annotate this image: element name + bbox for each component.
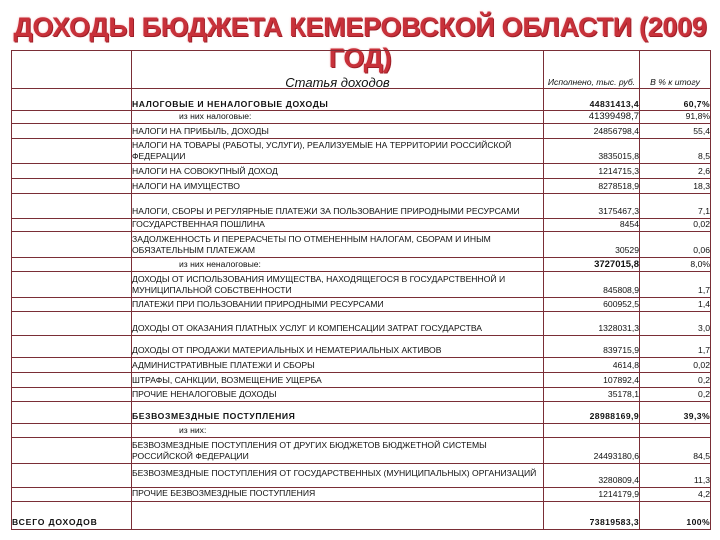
row-blank-cell xyxy=(12,423,132,437)
row-percent: 0,02 xyxy=(640,357,711,372)
row-label: ЗАДОЛЖЕННОСТЬ И ПЕРЕРАСЧЕТЫ ПО ОТМЕНЕННЫМ НАЛОГАМ, СБОРАМ И ИНЫМ ОБЯЗАТЕЛЬНЫМ ПЛАТЕЖАМ xyxy=(132,231,544,257)
row-label: ПРОЧИЕ БЕЗВОЗМЕЗДНЫЕ ПОСТУПЛЕНИЯ xyxy=(132,487,544,501)
table-row xyxy=(12,463,711,487)
table-header-row xyxy=(12,51,711,89)
table-row xyxy=(12,357,711,372)
table-row-sub xyxy=(12,257,711,271)
header-blank xyxy=(12,51,132,89)
row-percent: 18,3 xyxy=(640,178,711,193)
row-value: 4614,8 xyxy=(544,357,640,372)
row-value: 107892,4 xyxy=(544,372,640,387)
row-value: 28988169,9 xyxy=(544,401,640,423)
row-blank-cell xyxy=(12,357,132,372)
row-label: НАЛОГИ НА ИМУЩЕСТВО xyxy=(132,178,544,193)
table-row xyxy=(12,231,711,257)
row-value: 30529 xyxy=(544,231,640,257)
row-value: 24493180,6 xyxy=(544,437,640,463)
row-percent: 0,06 xyxy=(640,231,711,257)
header-percent: В % к итогу xyxy=(640,51,711,89)
table-row xyxy=(12,387,711,401)
row-blank-cell xyxy=(12,138,132,163)
row-label: НАЛОГИ, СБОРЫ И РЕГУЛЯРНЫЕ ПЛАТЕЖИ ЗА ПОЛЬЗОВАНИЕ ПРИРОДНЫМИ РЕСУРСАМИ xyxy=(132,193,544,218)
row-blank-cell xyxy=(12,401,132,423)
row-value: 839715,9 xyxy=(544,335,640,357)
table-row xyxy=(12,218,711,231)
row-value: 3175467,3 xyxy=(544,193,640,218)
row-value: 1214179,9 xyxy=(544,487,640,501)
row-percent: 7,1 xyxy=(640,193,711,218)
row-label: НАЛОГИ НА СОВОКУПНЫЙ ДОХОД xyxy=(132,163,544,178)
table-row xyxy=(12,297,711,311)
row-percent: 3,0 xyxy=(640,311,711,335)
row-percent: 0,2 xyxy=(640,372,711,387)
row-value: 8278518,9 xyxy=(544,178,640,193)
table-row-section xyxy=(12,401,711,423)
row-value: 3280809,4 xyxy=(544,463,640,487)
row-label: из них неналоговые: xyxy=(132,257,544,271)
row-value: 3835015,8 xyxy=(544,138,640,163)
row-blank-cell xyxy=(12,193,132,218)
header-executed: Исполнено, тыс. руб. xyxy=(544,51,640,89)
row-value: 44831413,4 xyxy=(544,89,640,111)
row-label: ШТРАФЫ, САНКЦИИ, ВОЗМЕЩЕНИЕ УЩЕРБА xyxy=(132,372,544,387)
row-blank-cell xyxy=(12,487,132,501)
row-value: 3727015,8 xyxy=(544,257,640,271)
total-value: 73819583,3 xyxy=(544,501,640,529)
row-label: НАЛОГИ НА ПРИБЫЛЬ, ДОХОДЫ xyxy=(132,123,544,138)
row-blank-cell xyxy=(12,463,132,487)
table-row xyxy=(12,138,711,163)
row-blank-cell xyxy=(132,501,544,529)
row-percent: 11,3 xyxy=(640,463,711,487)
table-row-sub xyxy=(12,111,711,124)
table-row xyxy=(12,193,711,218)
table-row xyxy=(12,487,711,501)
row-percent: 0,2 xyxy=(640,387,711,401)
row-percent xyxy=(640,423,711,437)
table-row xyxy=(12,178,711,193)
row-label: из них: xyxy=(132,423,544,437)
row-blank-cell xyxy=(12,231,132,257)
row-blank-cell xyxy=(12,311,132,335)
row-blank-cell xyxy=(12,372,132,387)
row-blank-cell xyxy=(12,218,132,231)
row-blank-cell xyxy=(12,437,132,463)
row-blank-cell xyxy=(12,163,132,178)
row-value: 8454 xyxy=(544,218,640,231)
row-value: 1214715,3 xyxy=(544,163,640,178)
table-row xyxy=(12,437,711,463)
row-blank-cell xyxy=(12,257,132,271)
row-blank-cell xyxy=(12,123,132,138)
table-row xyxy=(12,271,711,297)
total-percent: 100% xyxy=(640,501,711,529)
row-blank-cell xyxy=(12,335,132,357)
row-label: ДОХОДЫ ОТ ПРОДАЖИ МАТЕРИАЛЬНЫХ И НЕМАТЕРИАЛЬНЫХ АКТИВОВ xyxy=(132,335,544,357)
row-label: БЕЗВОЗМЕЗДНЫЕ ПОСТУПЛЕНИЯ ОТ ГОСУДАРСТВЕННЫХ (МУНИЦИПАЛЬНЫХ) ОРГАНИЗАЦИЙ xyxy=(132,463,544,487)
row-percent: 84,5 xyxy=(640,437,711,463)
row-value xyxy=(544,423,640,437)
row-blank-cell xyxy=(12,387,132,401)
header-article: Статья доходов xyxy=(132,51,544,89)
table-row-section xyxy=(12,89,711,111)
table-row xyxy=(12,372,711,387)
row-value: 24856798,4 xyxy=(544,123,640,138)
page-title: ДОХОДЫ БЮДЖЕТА КЕМЕРОВСКОЙ ОБЛАСТИ (2009 ГОД) xyxy=(13,12,707,73)
table-row-sub xyxy=(12,423,711,437)
row-label: ДОХОДЫ ОТ ОКАЗАНИЯ ПЛАТНЫХ УСЛУГ И КОМПЕНСАЦИИ ЗАТРАТ ГОСУДАРСТВА xyxy=(132,311,544,335)
row-value: 1328031,3 xyxy=(544,311,640,335)
row-percent: 39,3% xyxy=(640,401,711,423)
row-percent: 55,4 xyxy=(640,123,711,138)
row-value: 35178,1 xyxy=(544,387,640,401)
row-label: ДОХОДЫ ОТ ИСПОЛЬЗОВАНИЯ ИМУЩЕСТВА, НАХОДЯЩЕГОСЯ В ГОСУДАРСТВЕННОЙ И МУНИЦИПАЛЬНОЙ СОБСТВЕННОСТИ xyxy=(132,271,544,297)
row-percent: 1,4 xyxy=(640,297,711,311)
row-label: НАЛОГОВЫЕ И НЕНАЛОГОВЫЕ ДОХОДЫ xyxy=(132,89,544,111)
row-value: 600952,5 xyxy=(544,297,640,311)
row-blank-cell xyxy=(12,89,132,111)
row-value: 41399498,7 xyxy=(544,111,640,124)
row-percent: 1,7 xyxy=(640,335,711,357)
row-percent: 8,5 xyxy=(640,138,711,163)
row-label: АДМИНИСТРАТИВНЫЕ ПЛАТЕЖИ И СБОРЫ xyxy=(132,357,544,372)
row-percent: 0,02 xyxy=(640,218,711,231)
row-blank-cell xyxy=(12,297,132,311)
row-blank-cell xyxy=(12,271,132,297)
row-percent: 4,2 xyxy=(640,487,711,501)
row-label: из них налоговые: xyxy=(132,111,544,124)
row-value: 845808,9 xyxy=(544,271,640,297)
row-label: НАЛОГИ НА ТОВАРЫ (РАБОТЫ, УСЛУГИ), РЕАЛИЗУЕМЫЕ НА ТЕРРИТОРИИ РОССИЙСКОЙ ФЕДЕРАЦИИ xyxy=(132,138,544,163)
row-label: БЕЗВОЗМЕЗДНЫЕ ПОСТУПЛЕНИЯ xyxy=(132,401,544,423)
table-row xyxy=(12,335,711,357)
row-label: БЕЗВОЗМЕЗДНЫЕ ПОСТУПЛЕНИЯ ОТ ДРУГИХ БЮДЖЕТОВ БЮДЖЕТНОЙ СИСТЕМЫ РОССИЙСКОЙ ФЕДЕРАЦИИ xyxy=(132,437,544,463)
row-blank-cell xyxy=(12,178,132,193)
row-percent: 60,7% xyxy=(640,89,711,111)
budget-table xyxy=(11,50,711,530)
row-percent: 91,8% xyxy=(640,111,711,124)
row-percent: 8,0% xyxy=(640,257,711,271)
table-row-total xyxy=(12,501,711,529)
table-row xyxy=(12,163,711,178)
row-label: ГОСУДАРСТВЕННАЯ ПОШЛИНА xyxy=(132,218,544,231)
table-row xyxy=(12,123,711,138)
row-label: ПЛАТЕЖИ ПРИ ПОЛЬЗОВАНИИ ПРИРОДНЫМИ РЕСУРСАМИ xyxy=(132,297,544,311)
row-blank-cell xyxy=(12,111,132,124)
row-label: ПРОЧИЕ НЕНАЛОГОВЫЕ ДОХОДЫ xyxy=(132,387,544,401)
total-label: ВСЕГО ДОХОДОВ xyxy=(12,501,132,529)
row-percent: 2,6 xyxy=(640,163,711,178)
row-percent: 1,7 xyxy=(640,271,711,297)
table-row xyxy=(12,311,711,335)
